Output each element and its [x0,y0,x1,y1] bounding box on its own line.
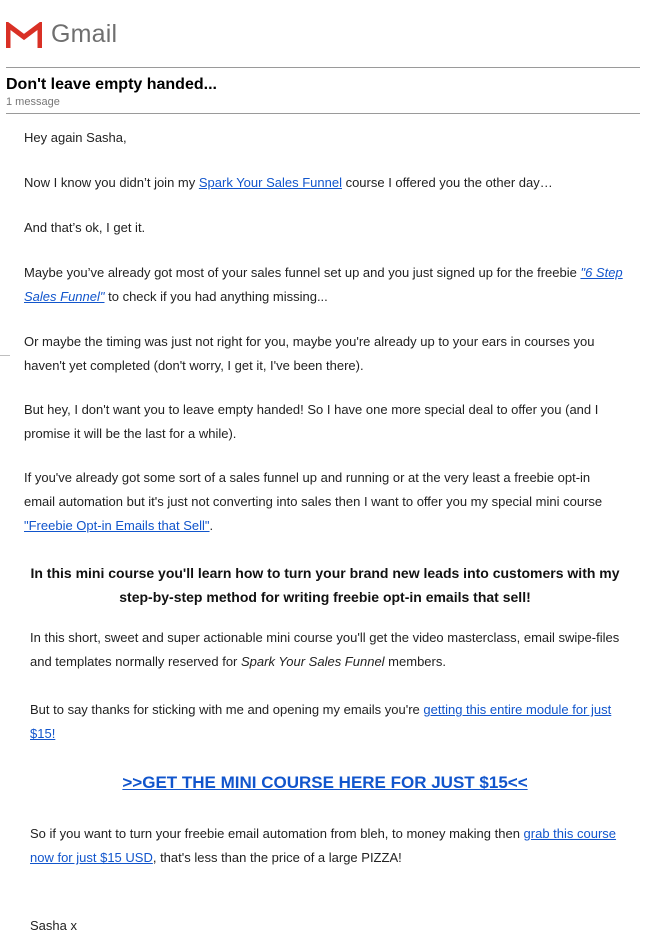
email-paragraph-5: But hey, I don't want you to leave empty handed! So I have one more special deal to offer you (and I promise it will be the last for a while). [24,402,599,441]
email-paragraph-3: Maybe you’ve already got most of your sales funnel set up and you just signed up for the freebie "6 Step Sales Funnel" to check if you had anything missing... [24,265,623,304]
email-signoff: Sasha x [30,918,77,933]
email-paragraph-2: And that’s ok, I get it. [24,220,146,235]
email-paragraph-6: If you've already got some sort of a sales funnel up and running or at the very least a freebie opt-in email automation but it's just not converting into sales then I want to offer you my special mini course "Freebie Opt-in Emails that Sell". [24,470,603,533]
get-mini-course-link[interactable]: >>GET THE MINI COURSE HERE FOR JUST $15<< [122,773,528,792]
entire-module-link[interactable]: getting this entire module for just $15! [30,702,612,741]
email-paragraph-9: So if you want to turn your freebie email automation from bleh, to money making then grab this course now for just $15 USD, that's less than the price of a large PIZZA! [30,826,617,865]
gmail-header [0,0,650,66]
header-divider [6,67,640,68]
left-margin-tick [0,355,10,356]
message-count: 1 message [6,96,60,108]
spark-your-sales-funnel-link[interactable]: Spark Your Sales Funnel [198,175,342,190]
thread-subject: Don't leave empty handed... [6,76,217,93]
email-paragraph-7: In this short, sweet and super actionable mini course you'll get the video masterclass, email swipe-files and templates normally reserved for Spark Your Sales Funnel members. [30,630,620,669]
email-paragraph-1: Now I know you didn’t join my Spark Your Sales Funnel course I offered you the other day… [24,175,553,190]
gmail-wordmark[interactable]: Gmail [51,20,118,48]
email-greeting: Hey again Sasha, [24,130,127,145]
subject-divider [6,113,640,114]
gmail-m-logo-icon[interactable] [6,22,42,48]
grab-course-link[interactable]: grab this course now for just $15 USD [30,826,617,865]
email-paragraph-4: Or maybe the timing was just not right for you, maybe you're already up to your ears in courses you haven't yet completed (don't worry, I get it, I've been there). [24,334,595,373]
spark-course-name: Spark Your Sales Funnel [240,654,385,669]
cta-container [24,770,626,796]
email-paragraph-8: But to say thanks for sticking with me and opening my emails you're getting this entire module for just $15! [30,702,612,741]
course-headline: In this mini course you'll learn how to turn your brand new leads into customers with my step-by-step method for writing freebie opt-in emails that sell! [30,565,620,605]
six-step-sales-funnel-link[interactable]: "6 Step Sales Funnel" [24,265,623,304]
freebie-optin-emails-link[interactable]: "Freebie Opt-in Emails that Sell" [24,518,210,533]
